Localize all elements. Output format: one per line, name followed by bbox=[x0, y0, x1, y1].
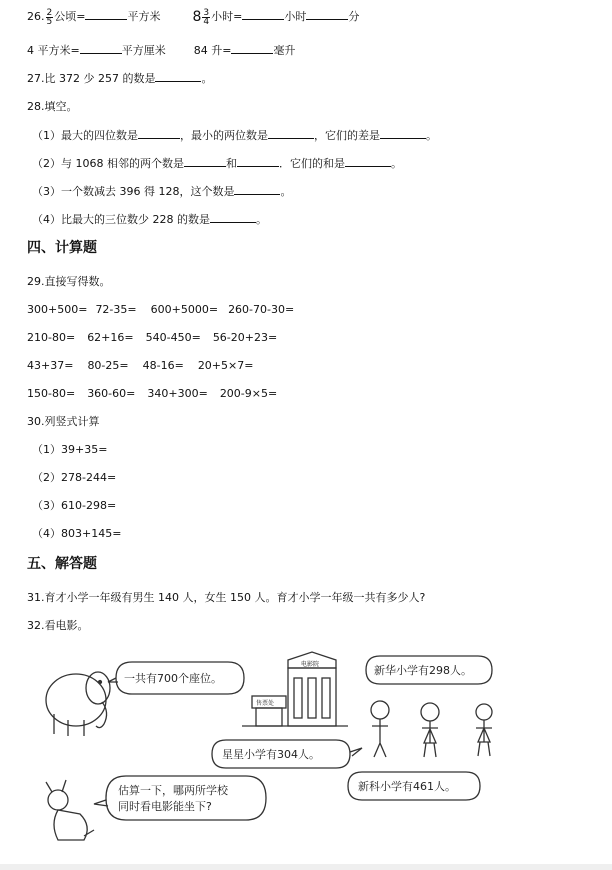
answer-blank[interactable] bbox=[80, 42, 122, 54]
question-31: 31.育才小学一年级有男生 140 人，女生 150 人。育才小学一年级一共有多少人? bbox=[27, 591, 426, 604]
question-28-title: 28.填空。 bbox=[27, 100, 78, 113]
answer-blank[interactable] bbox=[306, 8, 348, 20]
children-icon bbox=[371, 701, 492, 757]
answer-blank[interactable] bbox=[380, 127, 426, 139]
bubble-xingxing-text: 星星小学有304人。 bbox=[222, 748, 320, 761]
answer-blank[interactable] bbox=[231, 42, 273, 54]
section-heading-calculation: 四、计算题 bbox=[27, 240, 97, 256]
ticket-sign: 售票处 bbox=[256, 700, 275, 707]
cinema-sign: 电影院 bbox=[301, 661, 320, 668]
mixed-fraction: $\frac{3}{4}$ bbox=[203, 7, 210, 27]
question-27: 27.比 372 少 257 的数是 。 bbox=[27, 72, 213, 85]
question-26-line1: 26. $\frac{2}{5}$ 公顷= 平方米 8 $\frac{3}{4}$ 小时= 小时 分 bbox=[27, 7, 360, 27]
vertical-calc-item: （4）803+145= bbox=[32, 527, 122, 540]
answer-blank[interactable] bbox=[138, 127, 180, 139]
calc-row: 210-80= 62+16= 540-450= 56-20+23= bbox=[27, 331, 278, 344]
answer-blank[interactable] bbox=[85, 8, 127, 20]
answer-blank[interactable] bbox=[155, 70, 201, 82]
answer-blank[interactable] bbox=[237, 155, 279, 167]
question-29-title: 29.直接写得数。 bbox=[27, 275, 111, 288]
answer-blank[interactable] bbox=[242, 8, 284, 20]
answer-blank[interactable] bbox=[268, 127, 314, 139]
vertical-calc-item: （2）278-244= bbox=[32, 471, 117, 484]
cinema-icon bbox=[242, 652, 348, 726]
calc-row: 150-80= 360-60= 340+300= 200-9×5= bbox=[27, 387, 278, 400]
bubble-dog-text-1: 估算一下，哪两所学校 bbox=[118, 784, 228, 797]
section-heading-word-problems: 五、解答题 bbox=[27, 556, 97, 572]
question-28-item-4: （4）比最大的三位数少 228 的数是 。 bbox=[32, 213, 267, 226]
question-28-item-3: （3）一个数减去 396 得 128，这个数是 。 bbox=[32, 185, 292, 198]
bubble-xinke-text: 新科小学有461人。 bbox=[358, 780, 456, 793]
answer-blank[interactable] bbox=[234, 183, 280, 195]
question-28-item-2: （2）与 1068 相邻的两个数是 和 ．它们的和是 。 bbox=[32, 157, 402, 170]
calc-row: 43+37= 80-25= 48-16= 20+5×7= bbox=[27, 359, 254, 372]
page-bottom-bar bbox=[0, 864, 612, 870]
question-28-item-1: （1）最大的四位数是 ，最小的两位数是 ，它们的差是 。 bbox=[32, 129, 437, 142]
answer-blank[interactable] bbox=[210, 211, 256, 223]
question-32: 32.看电影。 bbox=[27, 619, 89, 632]
fraction: $\frac{2}{5}$ bbox=[46, 7, 53, 27]
bubble-dog-text-2: 同时看电影能坐下? bbox=[118, 800, 212, 813]
question-30-title: 30.列竖式计算 bbox=[27, 415, 100, 428]
elephant-icon bbox=[46, 672, 110, 736]
bubble-elephant-text: 一共有700个座位。 bbox=[124, 672, 222, 685]
calc-row: 300+500= 72-35= 600+5000= 260-70-30= bbox=[27, 303, 295, 316]
dog-icon bbox=[46, 780, 94, 840]
bubble-xinhua-text: 新华小学有298人。 bbox=[374, 664, 472, 677]
answer-blank[interactable] bbox=[345, 155, 391, 167]
vertical-calc-item: （1）39+35= bbox=[32, 443, 108, 456]
movie-illustration bbox=[36, 650, 508, 846]
vertical-calc-item: （3）610-298= bbox=[32, 499, 117, 512]
question-26-line2: 4 平方米= 平方厘米 84 升= 毫升 bbox=[27, 44, 296, 57]
answer-blank[interactable] bbox=[184, 155, 226, 167]
